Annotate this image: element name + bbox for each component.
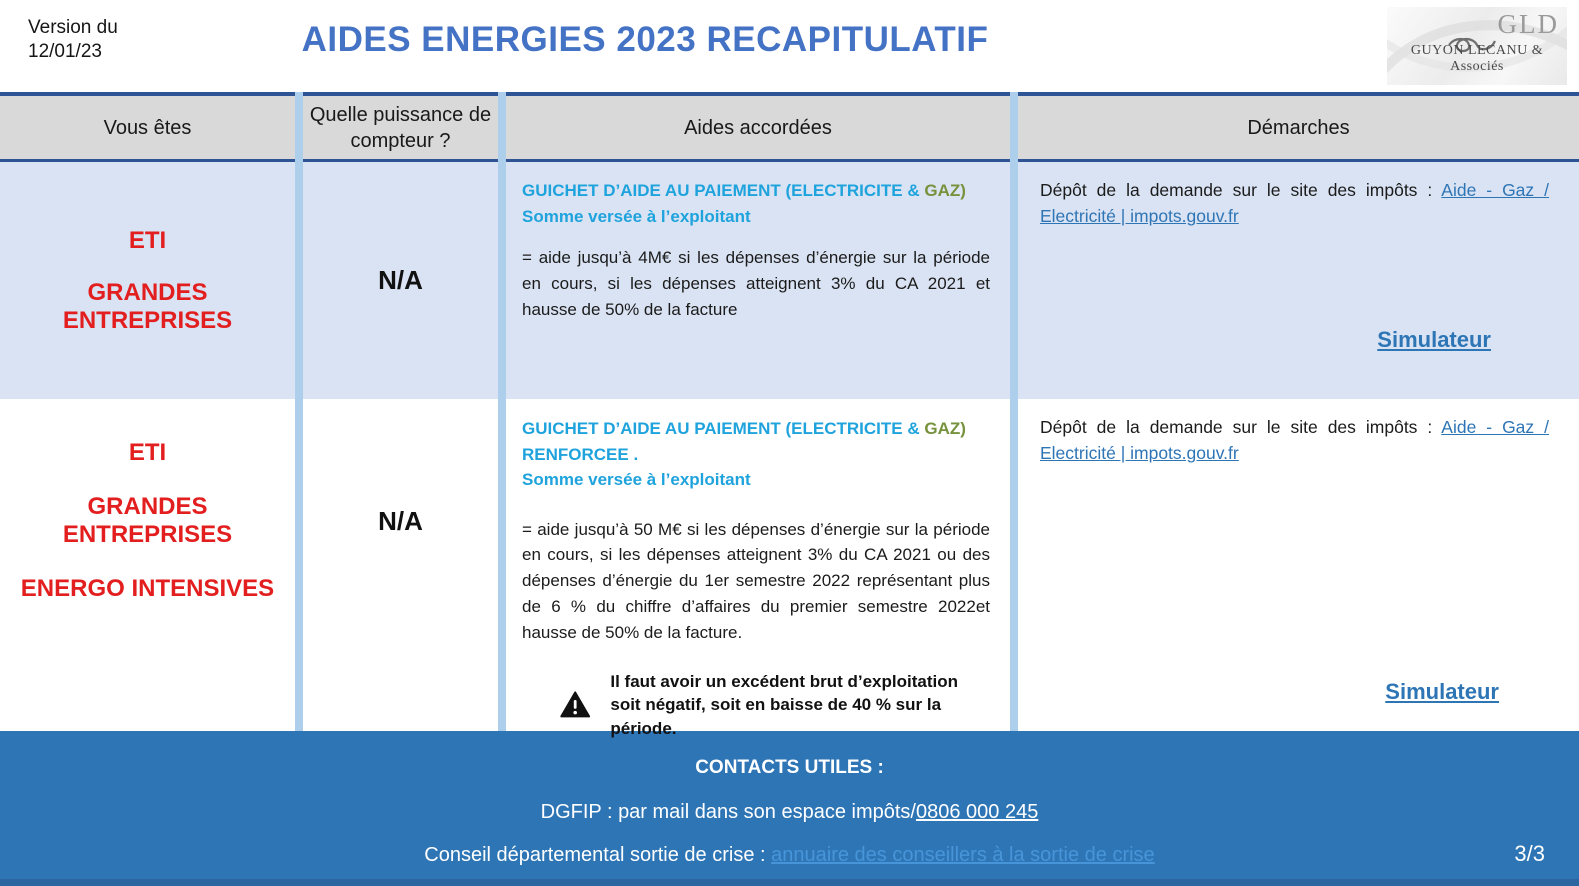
column-header-aides: Aides accordées — [506, 92, 1010, 162]
who-line: ENERGO INTENSIVES — [20, 575, 275, 602]
column-gap — [295, 403, 303, 731]
dgfip-phone-link[interactable]: 0806 000 245 — [916, 801, 1039, 823]
impots-link[interactable]: Aide - Gaz / Electricité | impots.gouv.fr — [1040, 417, 1549, 464]
table-header-row — [0, 92, 1579, 162]
impots-link[interactable]: Aide - Gaz / Electricité | impots.gouv.fr — [1040, 180, 1549, 227]
council-contact-line — [0, 844, 1579, 867]
steps-text: Dépôt de la demande sur le site des impôts : — [1040, 417, 1442, 437]
column-gap — [1010, 403, 1018, 731]
column-header-vous-etes: Vous êtes — [0, 92, 295, 162]
column-gap — [295, 162, 303, 399]
column-gap — [498, 162, 506, 399]
aid-heading-main: GUICHET D’AIDE AU PAIEMENT (ELECTRICITE & — [522, 181, 925, 200]
dgfip-contact-line — [0, 801, 1579, 824]
who-line: GRANDES ENTREPRISES — [62, 278, 233, 334]
aid-heading-sub: Somme versée à l’exploitant — [522, 206, 751, 226]
simulator-link[interactable]: Simulateur — [1385, 679, 1499, 704]
column-gap — [295, 92, 303, 162]
who-line: ETI — [128, 439, 167, 466]
column-header-puissance: Quelle puissance de compteur ? — [303, 92, 498, 162]
power-cell: N/A — [303, 403, 498, 731]
aids-table — [0, 92, 1579, 739]
who-cell — [0, 162, 295, 399]
version-label: Version du — [28, 17, 118, 38]
warning-text: Il faut avoir un excédent brut d’exploitation soit négatif, soit en baisse de 40 % sur la période. — [610, 671, 958, 739]
steps-cell — [1018, 162, 1579, 399]
aid-heading-sub: Somme versée à l’exploitant — [522, 470, 751, 489]
aid-heading — [522, 416, 990, 493]
table-row-eti-energo — [0, 403, 1579, 739]
aid-description: = aide jusqu’à 4M€ si les dépenses d’énergie sur la période en cours, si les dépenses atteignent 3% du CA 2021 et hausse de 50% de la facture — [522, 248, 990, 319]
aid-heading — [522, 178, 990, 229]
who-line: ETI — [128, 226, 167, 254]
column-header-demarches: Démarches — [1018, 92, 1579, 162]
aid-heading-gaz: GAZ) — [924, 181, 966, 200]
aid-heading-gaz: GAZ) — [924, 419, 966, 438]
council-text: Conseil départemental sortie de crise : — [424, 844, 772, 866]
column-gap — [1010, 162, 1018, 399]
aid-cell — [506, 403, 1010, 739]
version-stamp — [28, 16, 118, 64]
column-gap — [498, 403, 506, 731]
page-title: AIDES ENERGIES 2023 RECAPITULATIF — [301, 20, 989, 59]
contacts-footer — [0, 731, 1579, 886]
column-gap — [498, 92, 506, 162]
aid-heading-main: GUICHET D’AIDE AU PAIEMENT (ELECTRICITE & — [522, 419, 925, 438]
column-gap — [1010, 92, 1018, 162]
steps-paragraph — [1040, 414, 1549, 467]
steps-cell — [1018, 403, 1579, 731]
aid-heading-extra: RENFORCEE . — [522, 444, 639, 464]
simulator-link[interactable]: Simulateur — [1377, 327, 1491, 352]
who-line: GRANDES ENTREPRISES — [62, 493, 233, 548]
page-number: 3/3 — [1514, 841, 1545, 866]
who-cell — [0, 403, 295, 731]
table-row-eti — [0, 162, 1579, 399]
crisis-directory-link[interactable]: annuaire des conseillers à la sortie de crise — [771, 844, 1155, 866]
steps-text: Dépôt de la demande sur le site des impôts : — [1040, 180, 1442, 200]
logo-acronym: GLD — [1497, 9, 1559, 39]
company-logo — [1387, 7, 1567, 85]
aid-cell — [506, 162, 1010, 399]
dgfip-text: DGFIP : par mail dans son espace impôts/ — [540, 801, 916, 823]
version-date: 12/01/23 — [28, 40, 102, 62]
steps-paragraph — [1040, 177, 1549, 230]
warning-icon — [560, 690, 590, 720]
warning-note — [522, 670, 990, 741]
power-cell: N/A — [303, 162, 498, 399]
logo-firm-name: GUYON LECANU & Associés — [1410, 43, 1544, 74]
contacts-title: CONTACTS UTILES : — [695, 757, 884, 778]
aid-description: = aide jusqu’à 50 M€ si les dépenses d’énergie sur la période en cours, si les dépenses atteignent 3% du CA 2021 ou des dépenses d’énergie du 1er semestre 2022 représentant plus de 6 % du chiffre d’affaires du premier semestre 2022et hausse de 50% de la facture. — [522, 519, 990, 642]
